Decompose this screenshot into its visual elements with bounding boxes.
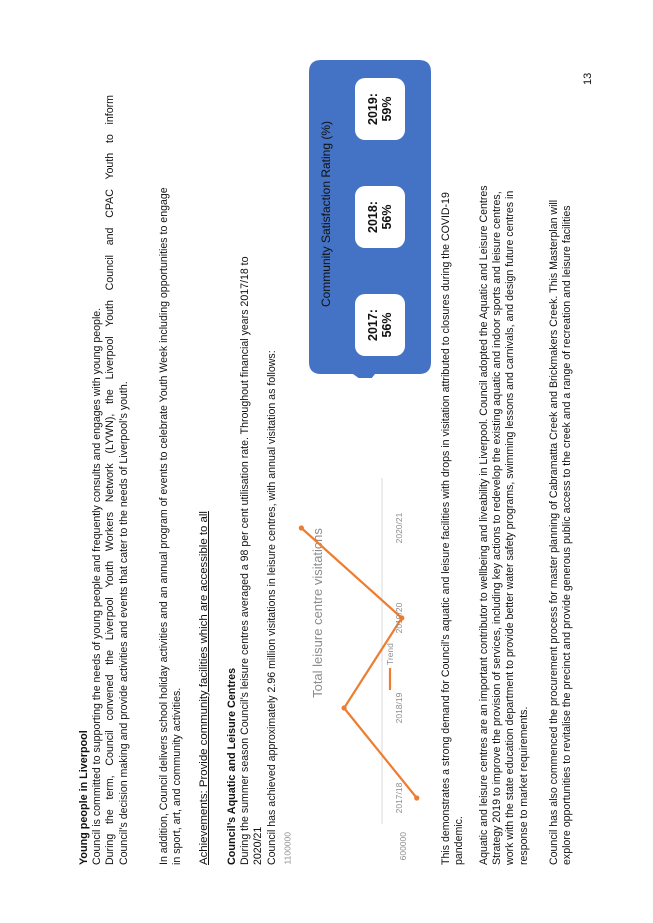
trend-point-2020/21 — [299, 525, 304, 530]
trend-point-2018/19 — [341, 705, 346, 710]
card-value: 56% — [380, 204, 394, 230]
x-tick-label: 2019/20 — [394, 602, 404, 634]
card-value: 56% — [380, 312, 394, 338]
masterplan-paragraph — [548, 35, 574, 865]
strategy-line: Strategy 2019 to improve the provision of services, including key actions to redevelop the existing aquatic and indoor sports and leisure centres, — [491, 191, 504, 865]
young-people-line: During the term, Council convened the Liverpool Youth Workers Network (LYWN), the Liverpool Youth Council and CPAC Youth to inform — [104, 95, 117, 865]
legend-label: Trend — [385, 643, 395, 665]
addition-line: In addition, Council delivers school holiday activities and an annual program of events to celebrate Youth Week including opportunities to engage — [158, 187, 170, 865]
x-tick-label: 2018/19 — [394, 692, 404, 724]
satisfaction-title: Community Satisfaction Rating (%) — [319, 120, 333, 308]
aquatic-heading: Council’s Aquatic and Leisure Centres — [226, 667, 238, 865]
young-people-heading: Young people in Liverpool — [78, 730, 90, 865]
chart-title: Total leisure centre visitations — [310, 528, 325, 698]
card-year: 2017: — [366, 309, 380, 341]
card-year: 2019: — [366, 93, 380, 125]
strategy-line: work with the state education department to provide better water safety programs, swimming lessons and carnivals, and design future centres in — [504, 190, 517, 865]
strategy-paragraph — [478, 35, 531, 865]
aquatic-section — [226, 225, 279, 865]
trend-point-2017/18 — [414, 795, 419, 800]
strategy-line: Aquatic and leisure centres are an important contributor to wellbeing and liveability in Liverpool. Council adopted the Aquatic and Leisure Centres — [478, 185, 490, 865]
masterplan-line: Council has also commenced the procurement process for master planning of Cabramatta Creek and Brickmakers Creek. This Masterplan will — [548, 199, 560, 865]
young-people-line: Council is committed to supporting the needs of young people and frequently consults and engages with young people. — [91, 307, 104, 865]
y-tick-label: 600000 — [397, 832, 408, 861]
masterplan-line: explore opportunities to revitalise the precinct and provide generous public access to the creek and a range of recreation and leisure facilities — [561, 205, 574, 865]
x-tick-label: 2020/21 — [394, 512, 404, 544]
addition-paragraph — [158, 75, 184, 865]
satisfaction-card-2018 — [355, 186, 405, 248]
visitation-chart — [276, 458, 426, 868]
page-number: 13 — [582, 72, 594, 85]
demand-line: pandemic. — [453, 816, 466, 865]
young-people-line: Council’s decision making and provide activities and events that cater to the needs of Liverpool’s youth. — [117, 381, 130, 865]
satisfaction-card-2019 — [355, 78, 405, 140]
young-people-section — [78, 95, 131, 865]
strategy-line: response to market requirements. — [517, 706, 530, 865]
card-value: 59% — [380, 96, 394, 122]
satisfaction-card-2017 — [355, 294, 405, 356]
card-year: 2018: — [366, 201, 380, 233]
demand-line: This demonstrates a strong demand for Council’s aquatic and leisure facilities with drops in visitation attributed to closures during the COVID-19 — [440, 192, 452, 865]
y-tick-label: 1100000 — [282, 832, 293, 865]
addition-line: in sport, art, and community activities. — [171, 687, 184, 865]
aquatic-line: Council has achieved approximately 2.96 million visitations in leisure centres, with annual visitation as follows: — [265, 350, 278, 865]
demand-paragraph — [440, 35, 466, 865]
x-tick-label: 2017/18 — [394, 782, 404, 814]
aquatic-line: During the summer season Council’s leisure centres averaged a 98 per cent utilisation rate. Throughout financial years 2017/18 to 2020/21 — [239, 256, 265, 865]
satisfaction-callout — [305, 56, 435, 378]
achievements-heading: Achievements: Provide community facilities which are accessible to all — [198, 511, 210, 865]
